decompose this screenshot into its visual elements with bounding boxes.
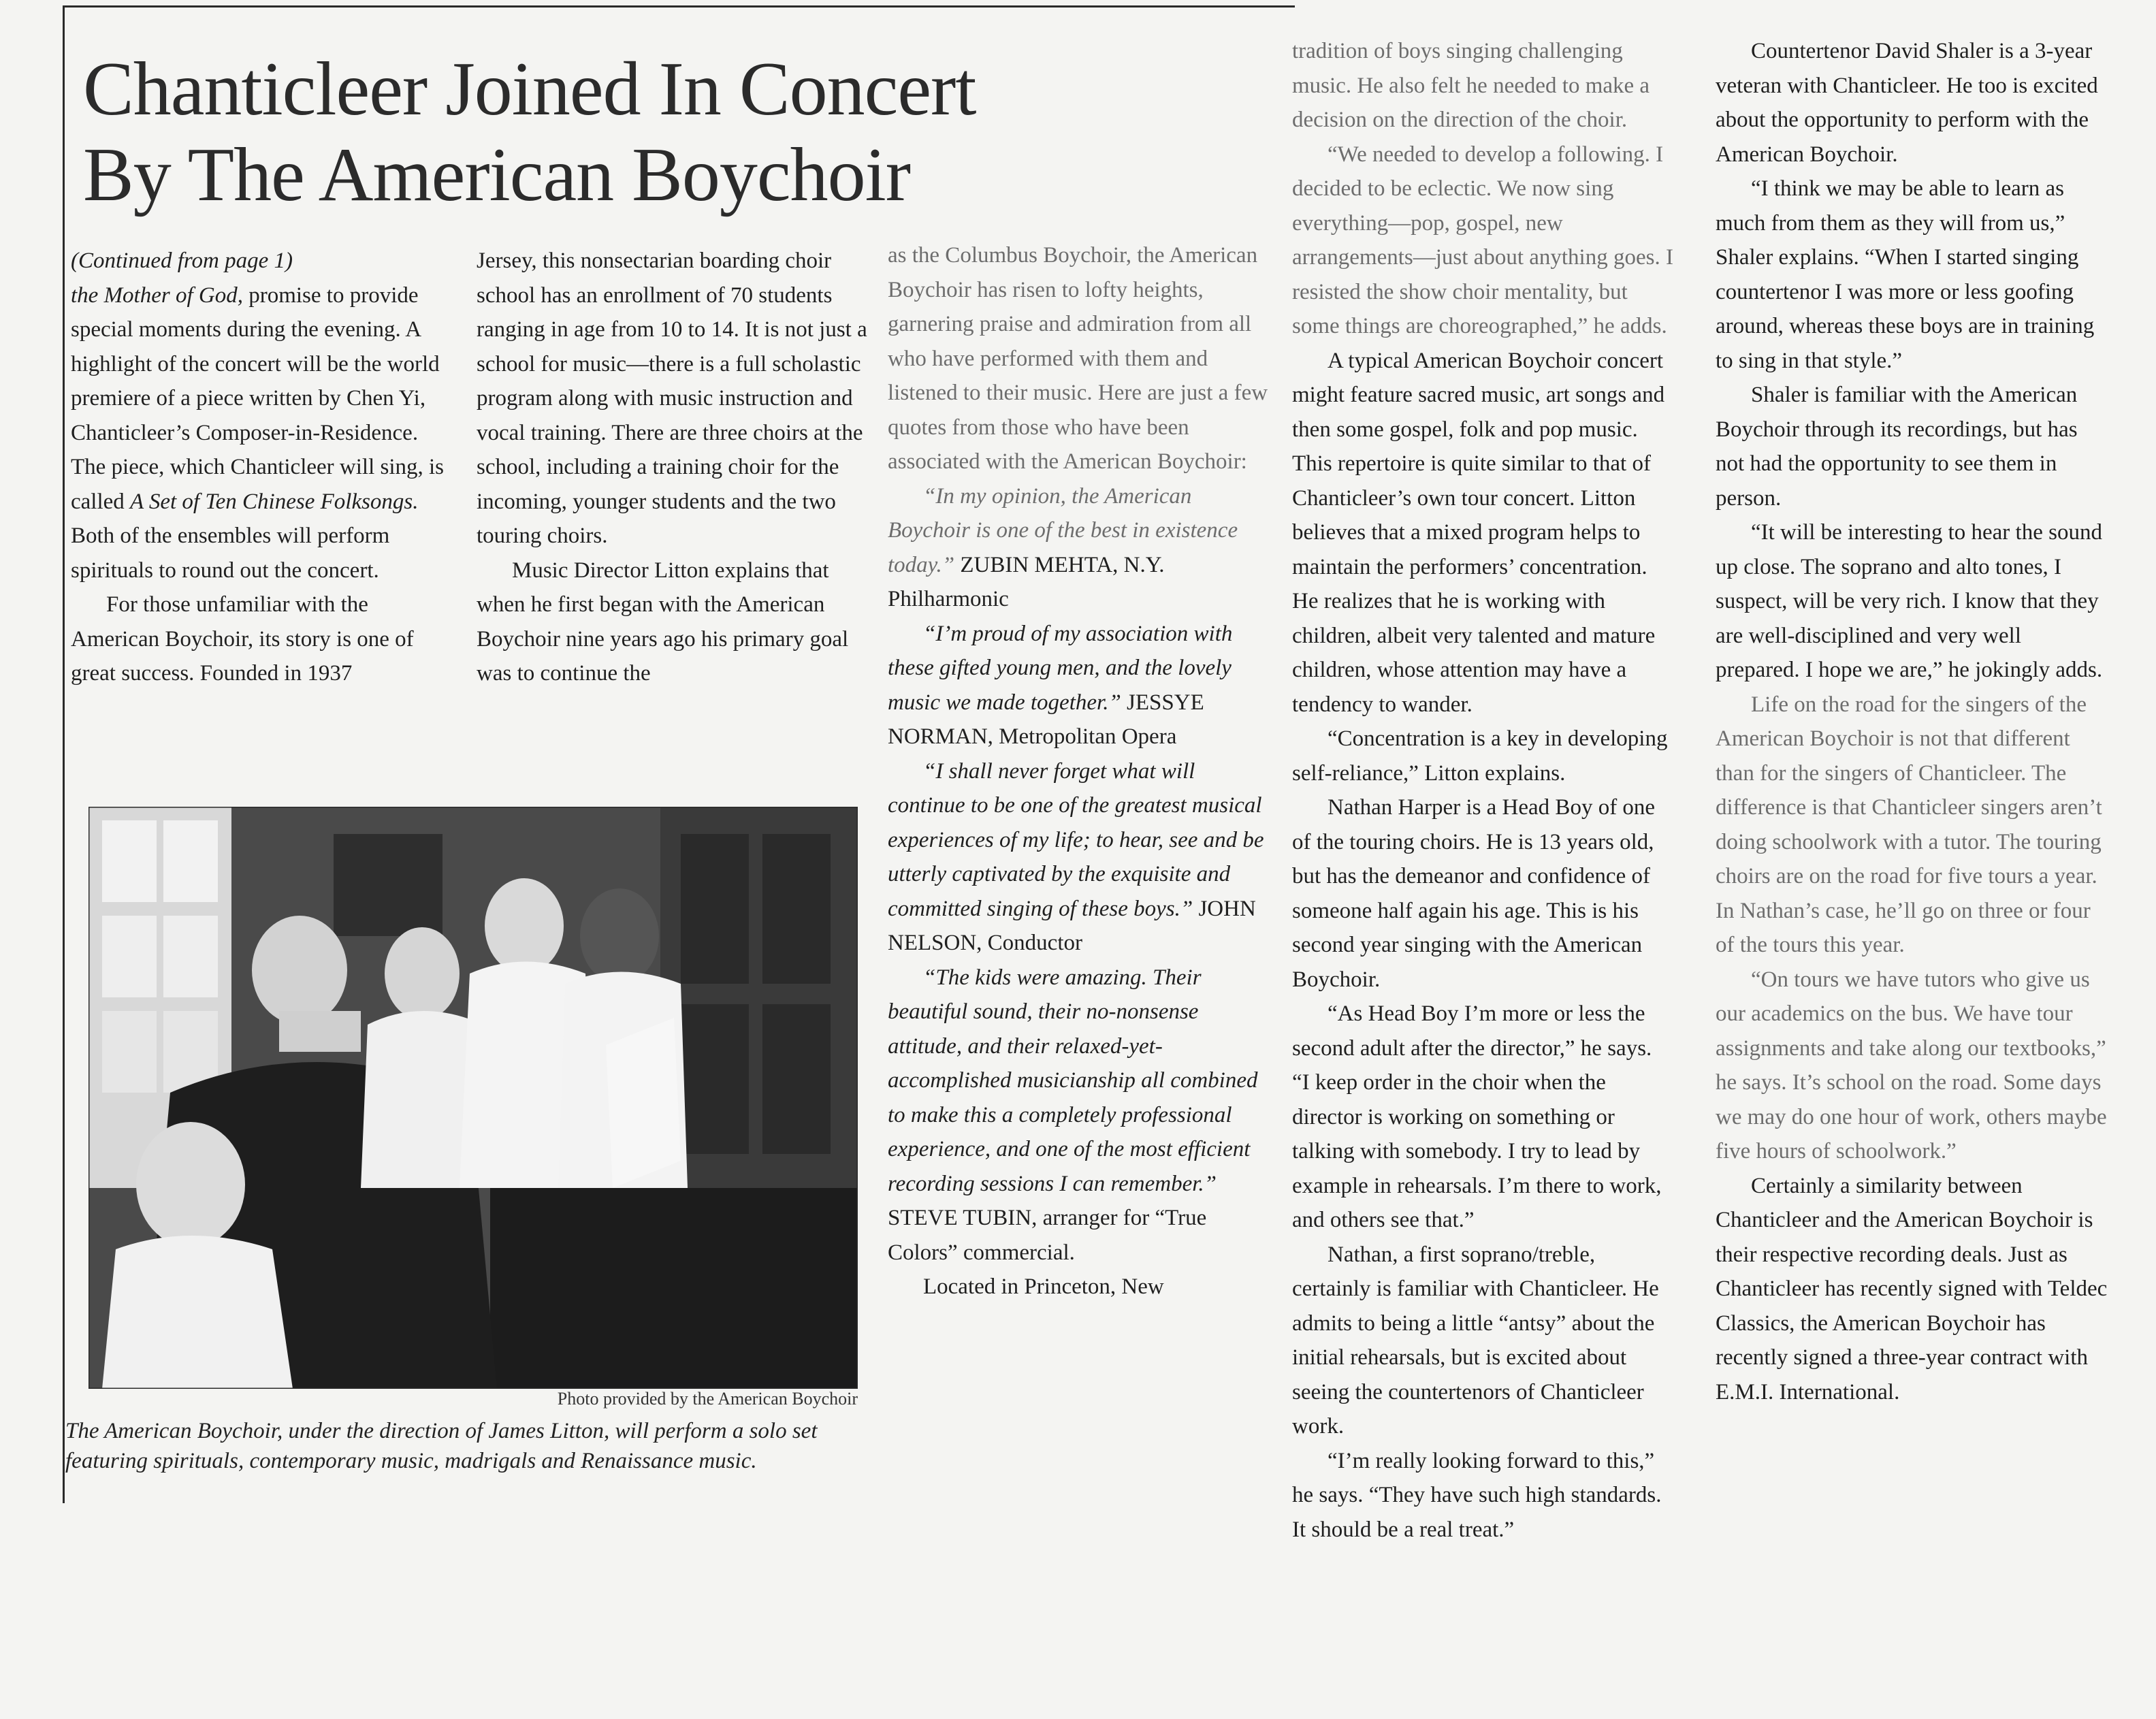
quote-text: “I’m proud of my association with these gifted young men, and the lovely music we made together.” — [888, 621, 1233, 715]
col5-paragraph-7: Certainly a similarity between Chanticleer and the American Boychoir is their respective recording deals. Just as Chanticleer has recently signed with Teldec Classics, the American Boychoir has recently signed a three-year contract with E.M.I. International. — [1716, 1173, 2108, 1404]
col4-paragraph-6: “As Head Boy I’m more or less the second adult after the director,” he says. “I keep order in the choir when the director is working on something or talking with somebody. I try to lead by example in rehearsals. I’m there to work, and others see that.” — [1292, 1001, 1662, 1232]
col4-paragraph-4: “Concentration is a key in developing self-reliance,” Litton explains. — [1292, 726, 1668, 786]
italic-title: A Set of Ten Chinese Folksongs. — [130, 489, 419, 514]
col2-paragraph-1: Jersey, this nonsectarian boarding choir school has an enrollment of 70 students ranging in age from 10 to 14. It is not just a school for music—there is a full scholastic program along with music instruction and vocal training. There are three choirs at the school, including a training choir for the incoming, younger students and the two touring choirs. — [477, 248, 867, 548]
quote-norman — [888, 617, 1269, 754]
choir-photo-illustration — [89, 807, 858, 1389]
col5-paragraph-4: “It will be interesting to hear the sound up close. The soprano and alto tones, I suspect, will be very rich. I know that they are well-disciplined and very well prepared. I hope we are,” he jokingly adds. — [1716, 520, 2103, 682]
quote-attribution: STEVE TUBIN, arranger for “True Colors” commercial. — [888, 1206, 1207, 1265]
quote-attribution: JESSYE NORMAN, Metropolitan Opera — [888, 690, 1204, 749]
continued-from-label: (Continued from page 1) — [71, 248, 293, 273]
col4-paragraph-1: tradition of boys singing challenging music. He also felt he needed to make a decision on the direction of the choir. — [1292, 39, 1650, 132]
quote-text: “I shall never forget what will continue to be one of the greatest musical experiences of my life; to hear, see and be utterly captivated by the exquisite and committed singing of these boys.” — [888, 758, 1264, 921]
quote-mehta — [888, 479, 1269, 617]
left-rule — [63, 5, 65, 1503]
italic-text: the Mother of God, — [71, 283, 243, 308]
col5-paragraph-1: Countertenor David Shaler is a 3-year veteran with Chanticleer. He too is excited about the opportunity to perform with the American Boychoir. — [1716, 39, 2098, 167]
col5-paragraph-5: Life on the road for the singers of the American Boychoir is not that different than for the singers of Chanticleer. The difference is that Chanticleer singers aren’t doing schoolwork with a tutor. The touring choirs are on the road for five tours a year. In Nathan’s case, he’ll go on three or four of the tours this year. — [1716, 692, 2102, 957]
quote-attribution: ZUBIN MEHTA, N.Y. Philharmonic — [888, 552, 1165, 611]
col5-paragraph-3: Shaler is familiar with the American Boychoir through its recordings, but has not had the opportunity to see them in person. — [1716, 383, 2078, 511]
col3-paragraph-1: as the Columbus Boychoir, the American Boychoir has risen to lofty heights, garnering praise and admiration from all who have performed with them and listened to their music. Here are just a few quotes from those who have been associated with the American Boychoir: — [888, 243, 1268, 474]
col1-paragraph-2: For those unfamiliar with the American Boychoir, its story is one of great success. Founded in 1937 — [71, 592, 414, 686]
headline-line-2: By The American Boychoir — [83, 133, 910, 217]
headline-line-1: Chanticleer Joined In Concert — [83, 47, 976, 131]
col2-paragraph-2: Music Director Litton explains that when he first began with the American Boychoir nine years ago his primary goal was to continue the — [477, 558, 849, 686]
col5-paragraph-2: “I think we may be able to learn as much from them as they will from us,” Shaler explains. “When I started singing countertenor I was more or less goofing around, whereas these boys are in training to sing in that style.” — [1716, 176, 2095, 373]
photo-credit: Photo provided by the American Boychoir — [557, 1389, 858, 1409]
col4-paragraph-2: “We needed to develop a following. I decided to be eclectic. We now sing everything—pop, gospel, new arrangements—just about anything goes. I resisted the show choir mentality, but some things are choreographed,” he adds. — [1292, 142, 1673, 338]
col4-paragraph-5: Nathan Harper is a Head Boy of one of the touring choirs. He is 13 years old, but has the demeanor and confidence of someone half again his age. This is his second year singing with the American Boychoir. — [1292, 795, 1656, 992]
article-headline — [83, 46, 1240, 218]
quote-nelson — [888, 754, 1269, 961]
body-text: Both of the ensembles will perform spirituals to round out the concert. — [71, 524, 390, 583]
col4-paragraph-8: “I’m really looking forward to this,” he says. “They have such high standards. It should be a real treat.” — [1292, 1448, 1662, 1542]
quote-text: “The kids were amazing. Their beautiful sound, their no-nonsense attitude, and their relaxed-yet-accomplished musicianship all combined to make this a completely professional experience, and one of the most efficient recording sessions I can remember.” — [888, 965, 1258, 1196]
quote-attribution: JOHN NELSON, Conductor — [888, 896, 1256, 955]
column-4 — [1292, 34, 1673, 1547]
column-5 — [1716, 34, 2110, 1409]
quote-tubin — [888, 961, 1269, 1270]
column-2 — [477, 244, 871, 691]
col5-paragraph-6: “On tours we have tutors who give us our academics on the bus. We have tour assignments and take along our textbooks,” he says. It’s school on the road. Some days we may do one hour of work, others maybe five hours of schoolwork.” — [1716, 967, 2107, 1163]
body-text: promise to provide special moments during the evening. A highlight of the concert will be the world premiere of a piece written by Chen Yi, Chanticleer’s Composer-in-Residence. The piece, which Chanticleer will sing, is called — [71, 283, 445, 514]
col4-paragraph-3: A typical American Boychoir concert might feature sacred music, art songs and then some gospel, folk and pop music. This repertoire is quite similar to that of Chanticleer’s own tour concert. Litton believes that a mixed program helps to maintain the performers’ concentration. He realizes that he is working with children, albeit very talented and mature children, whose attention may have a tendency to wander. — [1292, 348, 1665, 717]
col1-paragraph-1 — [71, 278, 452, 588]
col4-paragraph-7: Nathan, a first soprano/treble, certainly is familiar with Chanticleer. He admits to being a little “antsy” about the initial rehearsals, but is excited about seeing the countertenors of Chanticleer work. — [1292, 1242, 1659, 1439]
top-rule — [63, 5, 1295, 7]
photo-caption: The American Boychoir, under the direction of James Litton, will perform a solo set featuring spirituals, contemporary music, madrigals and Renaissance music. — [65, 1419, 818, 1473]
quote-text: “In my opinion, the American Boychoir is one of the best in existence today.” — [888, 483, 1238, 577]
choir-photo — [89, 807, 858, 1389]
col3-paragraph-last: Located in Princeton, New — [923, 1274, 1164, 1299]
continued-note — [71, 244, 452, 278]
column-1 — [71, 244, 452, 691]
column-3 — [888, 238, 1269, 1304]
